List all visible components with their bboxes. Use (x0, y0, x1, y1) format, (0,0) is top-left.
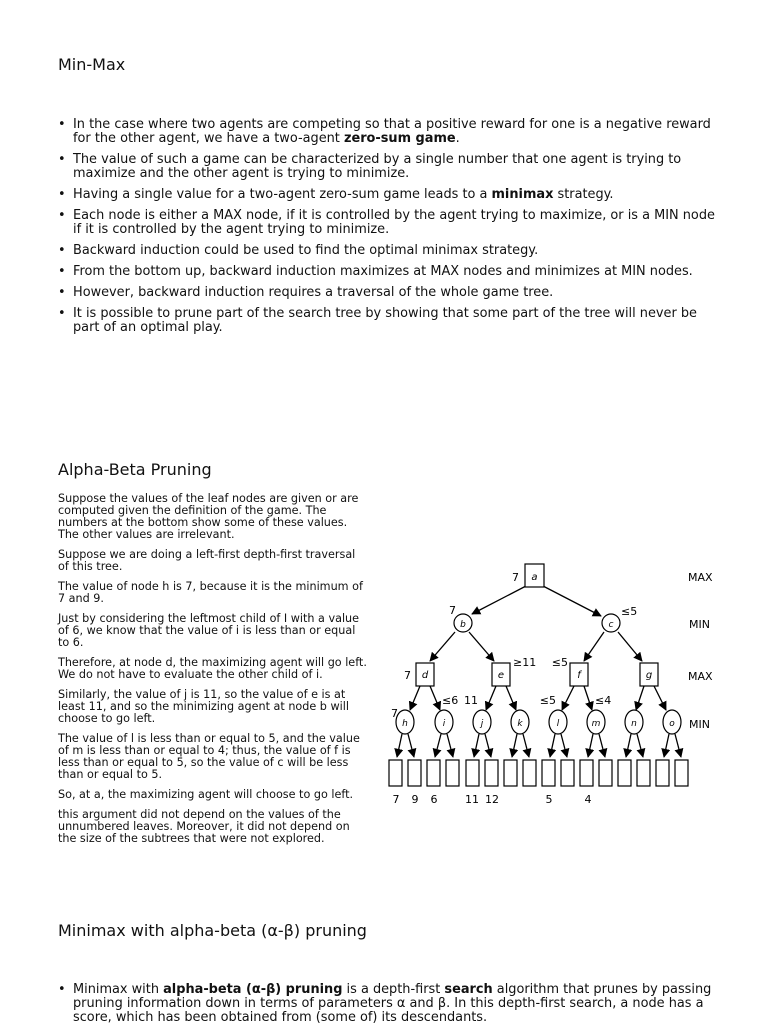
tree-edge (550, 734, 555, 757)
paragraph: The value of l is less than or equal to 5, and the value of m is less than or equal to 4; thus, the value of f is less than or equal to 5, so the value of c will be less than or equal to 5. (58, 732, 360, 781)
level-label-min: MIN (689, 718, 710, 731)
node-label: m (591, 719, 601, 729)
leaf-value: 4 (584, 793, 592, 806)
node-value: 11 (464, 694, 478, 707)
paragraph: this argument did not depend on the values of the unnumbered leaves. Moreover, it did not depend on the size of the subtrees that were not explored. (58, 808, 350, 845)
min-max-bullet-list (58, 118, 718, 342)
node-value: ≤5 (539, 694, 556, 707)
tree-edge (435, 734, 441, 757)
leaf-value: 7 (392, 793, 400, 806)
node-label: e (497, 670, 505, 681)
leaf-node (504, 760, 517, 786)
bullet-item: • However, backward induction requires a traversal of the whole game tree. (58, 286, 718, 300)
leaf-node (675, 760, 688, 786)
tree-edge (469, 632, 494, 661)
tree-edge (506, 686, 516, 710)
tree-node-k (511, 710, 529, 734)
bullet-item: • Backward induction could be used to find the optimal minimax strategy. (58, 244, 718, 258)
node-label: b (460, 620, 466, 630)
node-label: k (517, 719, 523, 729)
tree-edge (447, 734, 453, 757)
tree-node-d (404, 663, 434, 686)
tree-edge (561, 734, 567, 757)
section-heading-alpha-beta-pruning: Minimax with alpha-beta (α-β) pruning (58, 921, 367, 940)
tree-edge (472, 586, 526, 614)
tree-node-b (449, 604, 472, 632)
node-label: c (608, 620, 614, 630)
leaf-node (427, 760, 440, 786)
tree-node-h (391, 707, 414, 734)
bullet-item: • Each node is either a MAX node, if it is controlled by the agent trying to maximize, or is a MIN node if it is controlled by the agent trying to minimize. (58, 209, 718, 237)
tree-edge (474, 734, 479, 757)
tree-edge (397, 734, 402, 757)
leaf-value: 11 (465, 793, 479, 806)
tree-edge (636, 686, 644, 710)
leaf-node (637, 760, 650, 786)
alpha-beta-bullet-list (58, 983, 718, 1032)
paragraph: Suppose we are doing a left-first depth-first traversal of this tree. (58, 548, 356, 573)
leaf-values (393, 793, 592, 806)
node-value: 7 (391, 707, 398, 720)
game-tree-diagram (384, 555, 714, 815)
leaf-node (561, 760, 574, 786)
node-label: g (645, 670, 653, 681)
paragraph: Just by considering the leftmost child of I with a value of 6, we know that the value of i is less than or equal to 6. (58, 612, 360, 649)
tree-edge (562, 686, 574, 710)
leaf-value: 12 (485, 793, 499, 806)
node-label: h (402, 719, 408, 729)
leaf-node (523, 760, 536, 786)
leaf-node (408, 760, 421, 786)
node-label: f (577, 670, 581, 681)
tree-node-n (625, 710, 643, 734)
tree-edge (410, 686, 420, 710)
node-label: j (480, 719, 484, 729)
node-label: a (531, 572, 538, 583)
node-value: 7 (512, 571, 519, 584)
tree-edge (675, 734, 681, 757)
bullet-item: • From the bottom up, backward induction maximizes at MAX nodes and minimizes at MIN nodes. (58, 265, 718, 279)
tree-node-j (464, 694, 491, 734)
tree-edge (512, 734, 517, 757)
node-label: l (556, 719, 560, 729)
leaf-node (656, 760, 669, 786)
node-label: n (631, 719, 637, 729)
tree-node-a (512, 564, 544, 587)
node-value: 7 (404, 669, 411, 682)
tree-node-i (435, 694, 458, 734)
tree-edge (584, 632, 604, 661)
bullet-item: • Having a single value for a two-agent zero-sum game leads to a minimax strategy. (58, 188, 718, 202)
alpha-beta-explanation (58, 493, 368, 853)
tree-edge (584, 686, 592, 710)
tree-edge (485, 734, 491, 757)
level-label-max: MAX (688, 571, 713, 584)
paragraph: Similarly, the value of j is 11, so the value of e is at least 11, and so the minimizing agent at node b will choose to go left. (58, 688, 349, 725)
level-label-max: MAX (688, 670, 713, 683)
node-value: ≤5 (621, 605, 638, 618)
tree-edge (654, 686, 666, 710)
node-label: d (421, 670, 429, 681)
tree-edge (430, 686, 440, 710)
bullet-item: • The value of such a game can be characterized by a single number that one agent is trying to maximize and the other agent is trying to minimize. (58, 153, 718, 181)
tree-edge (430, 632, 455, 661)
tree-edge (664, 734, 669, 757)
tree-node-e (492, 656, 536, 686)
tree-edge (618, 632, 642, 661)
leaf-value: 9 (411, 793, 419, 806)
level-label-min: MIN (689, 618, 710, 631)
leaf-node (580, 760, 593, 786)
node-label: o (669, 719, 675, 729)
tree-node-c (602, 605, 637, 632)
bullet-item: • In the case where two agents are competing so that a positive reward for one is a negative reward for the other agent, we have a two-agent zero-sum game. (58, 118, 718, 146)
tree-edge (523, 734, 529, 757)
paragraph: Suppose the values of the leaf nodes are given or are computed given the definition of the game. The numbers at the bottom show some of these values. The other values are irrelevant. (58, 492, 359, 541)
leaf-node (446, 760, 459, 786)
paragraph: Therefore, at node d, the maximizing agent will go left. We do not have to evaluate the other child of i. (58, 656, 367, 681)
tree-edge (588, 734, 593, 757)
node-value: ≤6 (442, 694, 459, 707)
leaf-node (618, 760, 631, 786)
tree-node-o (663, 710, 681, 734)
bullet-item: • It is possible to prune part of the search tree by showing that some part of the tree will never be part of an optimal play. (58, 307, 718, 335)
leaf-node (542, 760, 555, 786)
tree-edge (486, 686, 496, 710)
section-heading-alpha-beta: Alpha-Beta Pruning (58, 460, 212, 479)
node-value: ≥11 (513, 656, 537, 669)
leaf-node (485, 760, 498, 786)
node-label: i (442, 719, 446, 729)
tree-edge (408, 734, 414, 757)
leaf-node (599, 760, 612, 786)
tree-leaves (389, 760, 688, 786)
leaf-node (466, 760, 479, 786)
tree-node-g (640, 663, 658, 686)
tree-node-m (587, 694, 611, 734)
paragraph: So, at a, the maximizing agent will choose to go left. (58, 788, 354, 801)
tree-edge (626, 734, 631, 757)
tree-edge (637, 734, 643, 757)
bullet-item: • Minimax with alpha-beta (α-β) pruning is a depth-first search algorithm that prunes by passing pruning information down in terms of parameters α and β. In this depth-first search, a node has a score, which has been obtained from (some of) its descendants. (58, 983, 718, 1025)
leaf-node (389, 760, 402, 786)
tree-node-l (540, 694, 567, 734)
section-heading-min-max: Min-Max (58, 55, 126, 74)
node-value: ≤4 (595, 694, 612, 707)
node-value: ≤5 (551, 656, 568, 669)
tree-node-f (552, 656, 588, 686)
tree-edge (543, 586, 601, 616)
tree-edge (599, 734, 605, 757)
leaf-value: 6 (430, 793, 438, 806)
paragraph: The value of node h is 7, because it is the minimum of 7 and 9. (58, 580, 363, 605)
leaf-value: 5 (545, 793, 553, 806)
node-value: 7 (449, 604, 456, 617)
